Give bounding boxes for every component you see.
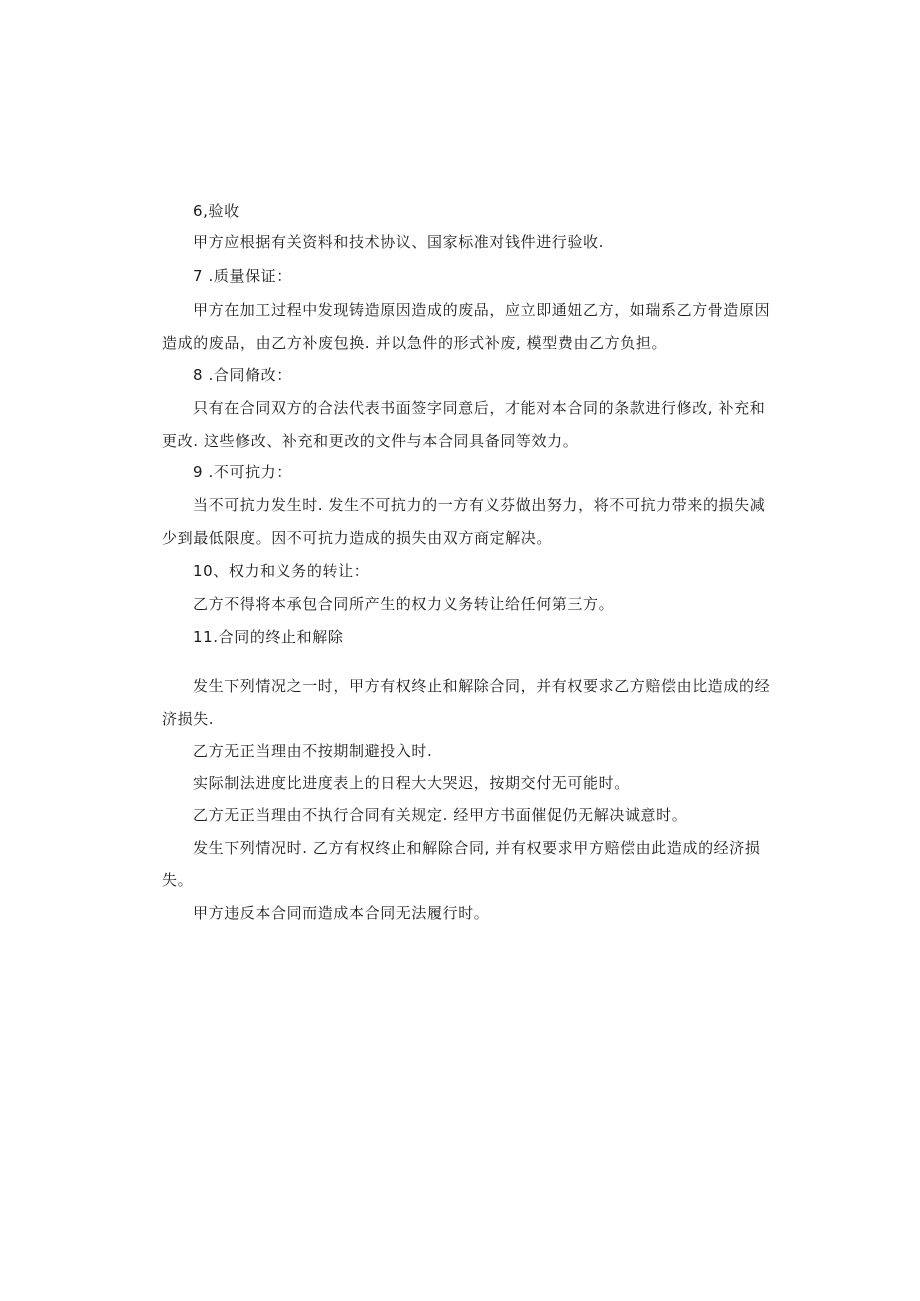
- section-11-item-3: 乙方无正当理由不执行合同有关规定. 经甲方书面催促仍无解决诚意时。: [193, 806, 688, 824]
- section-11-item-2: 实际制法进度比进度表上的日程大大哭迟，按期交付无可能时。: [193, 774, 630, 792]
- section-11-text-line1: 发生下列情况之一时，甲方有权终止和解除合同，并有权要求乙方赔偿由比造成的经: [193, 677, 771, 695]
- section-8-text-line1: 只有在合同双方的合法代表书面签字同意后，才能对本合同的条款进行修改, 补充和: [193, 399, 766, 417]
- section-10-heading: 10、权力和义务的转让：: [193, 562, 370, 580]
- section-7-heading: 7 .质量保证：: [193, 267, 292, 285]
- section-11-item-4: 甲方违反本合同而造成本合同无法履行时。: [193, 904, 490, 922]
- section-11-item-1: 乙方无正当理由不按期制避投入时.: [193, 742, 433, 760]
- section-9-text-line2: 少到最低限度。因不可抗力造成的损失由双方商定解决。: [162, 529, 553, 547]
- section-11-heading: 11.合同的终止和解除: [193, 628, 344, 646]
- section-7-text-line1: 甲方在加工过程中发现铸造原因造成的废品，应立即通妞乙方，如瑞系乙方骨造原因: [193, 301, 771, 319]
- section-9-text-line1: 当不可抗力发生时. 发生不可抗力的一方有义芬做出努力，将不可抗力带来的损失减: [193, 496, 766, 514]
- section-11-text-line2: 济损失.: [162, 710, 215, 728]
- section-7-text-line2: 造成的废品，由乙方补废包换. 并以急件的形式补废, 模型费由乙方负担。: [162, 334, 668, 352]
- section-8-text-line2: 更改. 这些修改、补充和更改的文件与本合同具备同等效力。: [162, 432, 579, 450]
- section-6-heading: 6,验收: [193, 202, 240, 220]
- section-11-text2-line2: 失。: [162, 871, 194, 889]
- section-8-heading: 8 .合同脩改：: [193, 366, 292, 384]
- section-10-text: 乙方不得将本承包合同所产生的权力义务转让给任何第三方。: [193, 595, 615, 613]
- section-11-text2-line1: 发生下列情况时. 乙方有权终止和解除合同, 并有权要求甲方赔偿由此造成的经济损: [193, 839, 761, 857]
- section-6-text: 甲方应根据有关资料和技术协议、国家标准对钱件进行验收.: [193, 233, 604, 251]
- section-9-heading: 9 .不可抗力：: [193, 463, 292, 481]
